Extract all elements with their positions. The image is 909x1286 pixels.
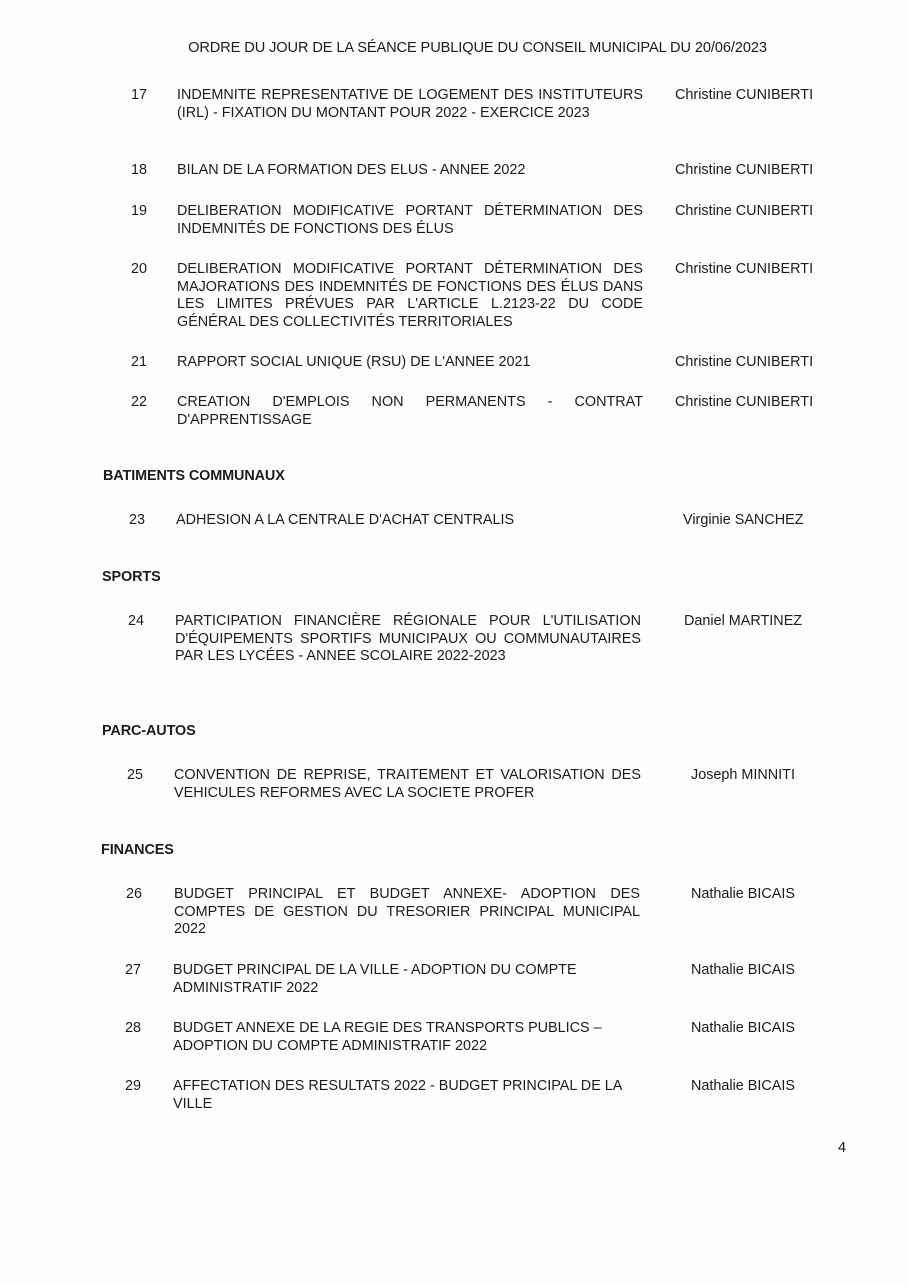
item-title: BUDGET PRINCIPAL ET BUDGET ANNEXE- ADOPTION DES COMPTES DE GESTION DU TRESORIER PRINCIPAL MUNICIPAL 2022 [174,886,640,938]
item-rapporteur: Christine CUNIBERTI [675,162,814,178]
item-rapporteur: Joseph MINNITI [691,767,795,783]
item-rapporteur: Nathalie BICAIS [691,962,795,978]
item-number: 22 [131,394,148,410]
page-header: ORDRE DU JOUR DE LA SÉANCE PUBLIQUE DU CONSEIL MUNICIPAL DU 20/06/2023 [188,40,767,56]
item-rapporteur: Christine CUNIBERTI [675,394,814,410]
item-rapporteur: Christine CUNIBERTI [675,87,814,103]
item-number: 21 [131,354,148,370]
section-heading-finances: FINANCES [101,842,174,858]
item-number: 25 [127,767,144,783]
item-number: 19 [131,203,148,219]
item-number: 20 [131,261,148,277]
item-title: BUDGET PRINCIPAL DE LA VILLE - ADOPTION DU COMPTE ADMINISTRATIF 2022 [173,962,577,996]
item-number: 23 [129,512,146,528]
item-number: 17 [131,87,148,103]
section-heading-parc-autos: PARC-AUTOS [102,723,196,739]
item-rapporteur: Christine CUNIBERTI [675,203,814,219]
item-title: CONVENTION DE REPRISE, TRAITEMENT ET VALORISATION DES VEHICULES REFORMES AVEC LA SOCIETE PROFER [174,767,641,801]
item-rapporteur: Christine CUNIBERTI [675,354,814,370]
item-title: INDEMNITE REPRESENTATIVE DE LOGEMENT DES INSTITUTEURS (IRL) - FIXATION DU MONTANT POUR 2022 - EXERCICE 2023 [177,87,643,121]
page-number: 4 [838,1140,847,1156]
item-number: 26 [126,886,143,902]
item-rapporteur: Nathalie BICAIS [691,886,795,902]
item-rapporteur: Nathalie BICAIS [691,1078,795,1094]
item-rapporteur: Virginie SANCHEZ [683,512,804,528]
item-title: DELIBERATION MODIFICATIVE PORTANT DÉTERMINATION DES MAJORATIONS DES INDEMNITÉS DE FONCTIONS DES ÉLUS DANS LES LIMITES PRÉVUES PAR L'ARTICLE L.2123-22 DU CODE GÉNÉRAL DES COLLECTIVITÉS TERRITORIALES [177,261,643,330]
item-number: 24 [128,613,145,629]
item-title: AFFECTATION DES RESULTATS 2022 - BUDGET PRINCIPAL DE LA VILLE [173,1078,622,1112]
item-title: DELIBERATION MODIFICATIVE PORTANT DÉTERMINATION DES INDEMNITÉS DE FONCTIONS DES ÉLUS [177,203,643,237]
item-rapporteur: Daniel MARTINEZ [684,613,803,629]
item-number: 29 [125,1078,142,1094]
section-heading-sports: SPORTS [102,569,161,585]
item-number: 28 [125,1020,142,1036]
item-number: 27 [125,962,142,978]
section-heading-batiments: BATIMENTS COMMUNAUX [103,468,285,484]
item-title: RAPPORT SOCIAL UNIQUE (RSU) DE L'ANNEE 2021 [177,354,531,370]
item-rapporteur: Nathalie BICAIS [691,1020,795,1036]
item-number: 18 [131,162,148,178]
item-title: BUDGET ANNEXE DE LA REGIE DES TRANSPORTS PUBLICS – ADOPTION DU COMPTE ADMINISTRATIF 2022 [173,1020,602,1054]
item-rapporteur: Christine CUNIBERTI [675,261,814,277]
item-title: ADHESION A LA CENTRALE D'ACHAT CENTRALIS [176,512,515,528]
item-title: BILAN DE LA FORMATION DES ELUS - ANNEE 2022 [177,162,526,178]
item-title: CREATION D'EMPLOIS NON PERMANENTS - CONTRAT D'APPRENTISSAGE [177,394,643,428]
item-title: PARTICIPATION FINANCIÈRE RÉGIONALE POUR L'UTILISATION D'ÉQUIPEMENTS SPORTIFS MUNICIPAUX OU COMMUNAUTAIRES PAR LES LYCÉES - ANNEE SCOLAIRE 2022-2023 [175,613,641,665]
